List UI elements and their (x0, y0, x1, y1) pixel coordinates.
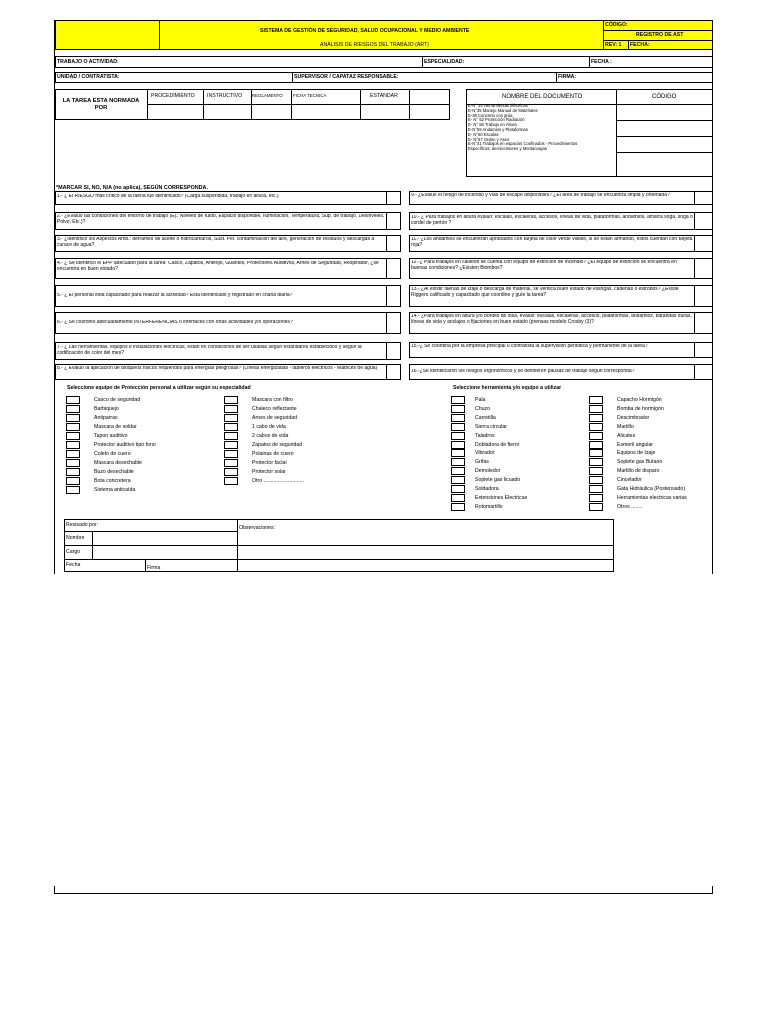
checkbox[interactable] (451, 432, 465, 440)
observaciones-label: Observaciones: (239, 525, 276, 531)
option-label: Demoledor (475, 468, 501, 475)
divider (616, 89, 617, 177)
checkbox[interactable] (451, 458, 465, 466)
option-label: Mascara con filtro (252, 397, 293, 403)
option-label: Protector facial (252, 460, 287, 466)
checkbox[interactable] (224, 468, 238, 476)
divider (694, 191, 695, 205)
option-label: Taladros (475, 432, 495, 439)
checkbox[interactable] (589, 414, 603, 422)
doc-item: E-N°59 Andamios y Plataformas (468, 126, 528, 132)
checkbox[interactable] (451, 396, 465, 404)
question-text: 10.- ¿ Para trabajos en altura evaluó: escalas, escaleras, accesos, líneas de vida, plataformas, andamios, amarra soga, soga o cordel de pertón ? (411, 215, 693, 226)
doc-item: E-N°35 Manejo Manual de Materiales (468, 107, 538, 113)
option-label: Chuzo (475, 405, 490, 412)
question-text: 3.- ¿Identificó los Aspectos Amb.: derrames de aceite o hidrocarburos, Sust. Pel. contaminación del aire, generación de residuos y descargas a curace de agua? (57, 237, 375, 248)
checkbox[interactable] (224, 432, 238, 440)
checkbox[interactable] (66, 396, 80, 404)
option-label: Soplete gas Butano (617, 459, 663, 466)
doc-item: E- N°67 Orden y Aseo (468, 136, 510, 142)
checkbox[interactable] (66, 405, 80, 413)
option-label: Martillo de disparo (617, 468, 660, 475)
option-label: 2 cabos de vida (252, 433, 289, 439)
doc-name-header: NOMBRE DEL DOCUMENTO (502, 94, 583, 100)
divider (422, 56, 423, 68)
nombre-label[interactable]: Nombre (66, 535, 85, 541)
checkbox[interactable] (66, 486, 80, 494)
trabajo-field[interactable]: TRABAJO O ACTIVIDAD: (57, 59, 119, 65)
checkbox[interactable] (66, 432, 80, 440)
checkbox[interactable] (224, 423, 238, 431)
especialidad-field[interactable]: ESPECIALIDAD: (424, 59, 465, 65)
question-text: 14.- ¿Para trabajos en altura y/o bordes de losa, evaluó: escalas, escaleras, accesos, plataformas, andamios, barandas duras, líneas de vida y anclajes o fijaciones en buen estado (prensas modelo Crosby (3)? (411, 314, 692, 325)
norma-col: FICHA TECNICA (293, 93, 327, 98)
option-label: Bomba de hormigón (617, 405, 664, 412)
divider (159, 20, 160, 50)
checkbox[interactable] (589, 494, 603, 502)
option-label: Antiparras (94, 415, 118, 421)
checkbox[interactable] (224, 459, 238, 467)
divider (386, 235, 387, 252)
divider (694, 235, 695, 252)
rev-label: REV: 1 (605, 42, 622, 48)
question-text: 4.- ¿ Se identificó el EPP adecuado para la tarea: Casco, Zapatos, Anteojo, Guantes, Protectores Auditivos, Arnés de Seguridad, Respirador, ¿se encuentra en buen estado? (57, 261, 379, 272)
checkbox[interactable] (66, 423, 80, 431)
doc-item: E- N° 58 Trabajo en Altura (468, 122, 517, 128)
divider (694, 364, 695, 380)
frame-corner (54, 886, 55, 894)
doc-item: E-N° 34 Herramientas eléctricas (468, 103, 528, 108)
header-fecha-label: FECHA: (630, 42, 650, 48)
checkbox[interactable] (224, 477, 238, 485)
divider (386, 285, 387, 307)
unidad-field[interactable]: UNIDAD / CONTRATISTA: (57, 74, 120, 80)
divider (386, 312, 387, 334)
doc-item: E- N°60 Escalas (468, 131, 499, 137)
checkbox[interactable] (224, 396, 238, 404)
option-label: Arnes de seguridad (252, 415, 297, 421)
option-label: Protector solar (252, 469, 286, 475)
question-text: 12.-¿ Para trabajos en caliente se cuenta con equipo de extinción de incendio? ¿El equipo de extinción se encuentra en buenas condiciones? ¿Existen Biombos? (411, 260, 677, 271)
option-label: Polainas de cuero (252, 451, 294, 457)
checkbox[interactable] (451, 476, 465, 484)
question-text: 13.- ¿Al existir faenas de Izaje o descarga de material, se verifica buen estado de eslingas, cadenas o estrobos? ¿Existe Riggers calificado y capacitado que coordine y guíe la tarea? (411, 287, 679, 298)
option-label: Buzo desechable (94, 469, 134, 475)
checkbox[interactable] (66, 414, 80, 422)
divider (147, 104, 450, 105)
divider (603, 40, 713, 41)
checkbox[interactable] (589, 458, 603, 466)
divider (556, 72, 557, 83)
checkbox[interactable] (589, 423, 603, 431)
divider (386, 212, 387, 230)
option-label: Cincelador (617, 477, 642, 484)
registro-label: REGISTRO DE AST (636, 32, 684, 38)
divider (64, 545, 614, 546)
divider (616, 152, 713, 153)
frame-bottom (55, 893, 713, 894)
divider (589, 56, 590, 68)
norma-col: REGLAMENTO (252, 93, 283, 98)
question-text: 16.-¿Se identificaron los riesgos ergonomicos y se definieron pausas de trabajo según corresponda? (411, 369, 635, 374)
option-label: Sierra circular (475, 423, 507, 430)
checkbox[interactable] (451, 405, 465, 413)
divider (292, 72, 293, 83)
question-text: 7.- ¿ Las herramientas, equipos e instalaciones eléctricas, están en condiciones de ser usadas según estándares establecidos y según la codificación de color del mes? (57, 345, 362, 356)
checkbox[interactable] (589, 449, 603, 457)
option-label: 1 cabo de vida (252, 424, 286, 430)
question-text: 11.- ¿Los andamios se encuentran aprobados con tarjeta de color verde visible, si se están armando, éstos cuentan con tarjeta roja? (411, 237, 693, 248)
checkbox[interactable] (589, 503, 603, 511)
review-fecha-label[interactable]: Fecha (66, 562, 81, 568)
checkbox[interactable] (66, 459, 80, 467)
question-text: 6.- ¿ Se coordinó adecuadamente INTERFERENCIAS o interfaces con otras actividades y/o operaciones? (57, 320, 293, 325)
option-label: Protector auditivo tipo fono (94, 442, 156, 448)
norma-col: ESTANDAR (370, 93, 398, 99)
divider (386, 258, 387, 279)
doc-item: E-N°41 Trabajos en espacios Confinados - Procedimientos (468, 141, 578, 147)
cargo-label[interactable]: Cargo (66, 549, 81, 555)
option-label: Mascara de soldar (94, 424, 137, 430)
review-firma-label[interactable]: Firma (147, 565, 161, 571)
checkbox[interactable] (589, 485, 603, 493)
checkbox[interactable] (451, 449, 465, 457)
option-label: Descimbrador (617, 414, 650, 421)
divider (694, 258, 695, 279)
option-label: Chaleco reflectante (252, 406, 297, 412)
option-label: Mascara desechable (94, 460, 142, 466)
question-text: 8.- ¿ Evaluó la aplicación de bloqueos físicos requeridos para energías peligrosas? (Líneas energizadas - tableros eléctricos - Matrices de agua) (57, 366, 378, 371)
question-text: 1.- ¿ El RIESGO más crítico de la faena fue identificado? (Carga suspendida, trabajo en altura, etc.) (57, 194, 279, 199)
question-text: 15.-¿ Se coordina por la empresa principal u contratista la supervisión periódica y permanente de la tarea? (411, 344, 648, 349)
option-label: Barbiquejo (94, 406, 119, 412)
option-label: Sistema anticaída (94, 487, 136, 493)
option-label: Herramientas electricas varias (617, 494, 687, 501)
option-label: Zapatos de seguridad (252, 442, 303, 448)
checkbox[interactable] (224, 450, 238, 458)
divider (694, 212, 695, 230)
checkbox[interactable] (224, 441, 238, 449)
doc-item: Específicos, deAscensores y Montacargas (468, 146, 547, 152)
divider (386, 364, 387, 380)
question-text: 9.- ¿Evaluó el riesgo de incendio y vías de escape disponibles? ¿El área de trabajo se encuentra limpia y ordenada? (411, 193, 670, 198)
divider (616, 136, 713, 137)
checkbox[interactable] (224, 405, 238, 413)
form-title: SISTEMA DE GESTIÓN DE SEGURIDAD, SALUD OCUPACIONAL Y MEDIO AMBIENTE (260, 28, 470, 34)
divider (603, 30, 713, 31)
checkbox[interactable] (589, 476, 603, 484)
checkbox[interactable] (451, 467, 465, 475)
option-label: Esmeril angular (617, 441, 654, 448)
tools-title: Seleccione herramienta y/o equipo a utilizar (453, 385, 562, 391)
checkbox[interactable] (66, 468, 80, 476)
option-label: Rotomartillo (475, 503, 503, 510)
divider (628, 40, 629, 50)
frame-left (54, 20, 55, 574)
divider (694, 342, 695, 358)
divider (145, 559, 146, 572)
checkbox[interactable] (66, 450, 80, 458)
norma-col: PROCEDIMIENTO (151, 93, 195, 99)
option-label: Otros ........ (617, 503, 643, 510)
divider (616, 120, 713, 121)
option-label: Otro ............................ (252, 478, 304, 484)
divider (694, 285, 695, 307)
doc-item: E-36 Concreto con grúa (468, 112, 513, 118)
fecha-field[interactable]: FECHA : (591, 59, 612, 65)
norma-col: INSTRUCTIVO (207, 93, 243, 99)
checkbox[interactable] (589, 405, 603, 413)
question-text: 5.- ¿ El personal está capacitado para realizar la actividad? Está identificado y registrado en charla diaria? (57, 293, 293, 298)
questions-title: *MARCAR SI, NO, N/A (no aplica), SEGÚN CORRESPONDA. (56, 185, 208, 191)
divider (386, 342, 387, 360)
option-label: Coleto de cuero (94, 451, 131, 457)
checkbox[interactable] (451, 441, 465, 449)
checkbox[interactable] (589, 441, 603, 449)
option-label: Martillo (617, 423, 634, 430)
epp-title: Seleccione equipo de Protección personal a utilizar según su especialidad (67, 385, 251, 391)
option-label: Tapon auditivo (94, 433, 128, 439)
checkbox[interactable] (66, 441, 80, 449)
checkbox[interactable] (451, 485, 465, 493)
checkbox[interactable] (451, 423, 465, 431)
option-label: Alicates (617, 432, 636, 439)
option-label: Vibrador (475, 450, 495, 457)
checkbox[interactable] (589, 432, 603, 440)
doc-item: E- N° 52 Protección Radiación (468, 117, 525, 123)
codigo-label: CÓDIGO: (605, 22, 628, 28)
norma-label: LA TAREA ESTA NORMADA POR (62, 98, 140, 111)
divider (694, 312, 695, 334)
doc-list (468, 104, 577, 152)
divider (64, 531, 237, 532)
option-label: Grifas (475, 459, 489, 466)
trabajo-row (55, 56, 713, 68)
checkbox[interactable] (451, 414, 465, 422)
question-text: 2.- ¿Evaluó las condiciones del entorno de trabajo (Ej.: Niveles de ruido, Espacio disponible, Iluminación, Temperatura, Sup. de trabajo, Desniveles, Polvo, Etc.)? (57, 214, 385, 225)
divider (64, 559, 614, 560)
option-label: Capacho Hormigón (617, 397, 662, 403)
option-label: Carretilla (475, 414, 496, 421)
option-label: Equipos de Izaje (617, 450, 656, 457)
option-label: Extensiones Electricas (475, 494, 528, 501)
revisado-label: Revisado por: (66, 522, 99, 528)
checkbox[interactable] (224, 414, 238, 422)
supervisor-field[interactable]: SUPERVISOR / CAPATAZ RESPONSABLE: (294, 74, 399, 80)
option-label: Bota concretera (94, 478, 131, 484)
checkbox[interactable] (451, 494, 465, 502)
option-label: Casco de seguridad (94, 397, 141, 403)
option-label: Pala (475, 397, 486, 403)
frame-right (712, 20, 713, 574)
option-label: Gata Hidráulica (Postensado) (617, 486, 686, 492)
checkbox[interactable] (66, 477, 80, 485)
checkbox[interactable] (589, 467, 603, 475)
checkbox[interactable] (589, 396, 603, 404)
form-subtitle: ANÁLISIS DE RIESGOS DEL TRABAJO (ART) (320, 42, 429, 48)
doc-code-header: CÓDIGO (652, 94, 677, 100)
frame-corner (712, 886, 713, 894)
firma-field[interactable]: FIRMA: (558, 74, 577, 80)
option-label: Soplete gas licuado (475, 477, 521, 484)
option-label: Soldadora (475, 486, 499, 492)
option-label: Dobladora de fierro (475, 441, 520, 448)
checkbox[interactable] (451, 503, 465, 511)
divider (386, 191, 387, 205)
